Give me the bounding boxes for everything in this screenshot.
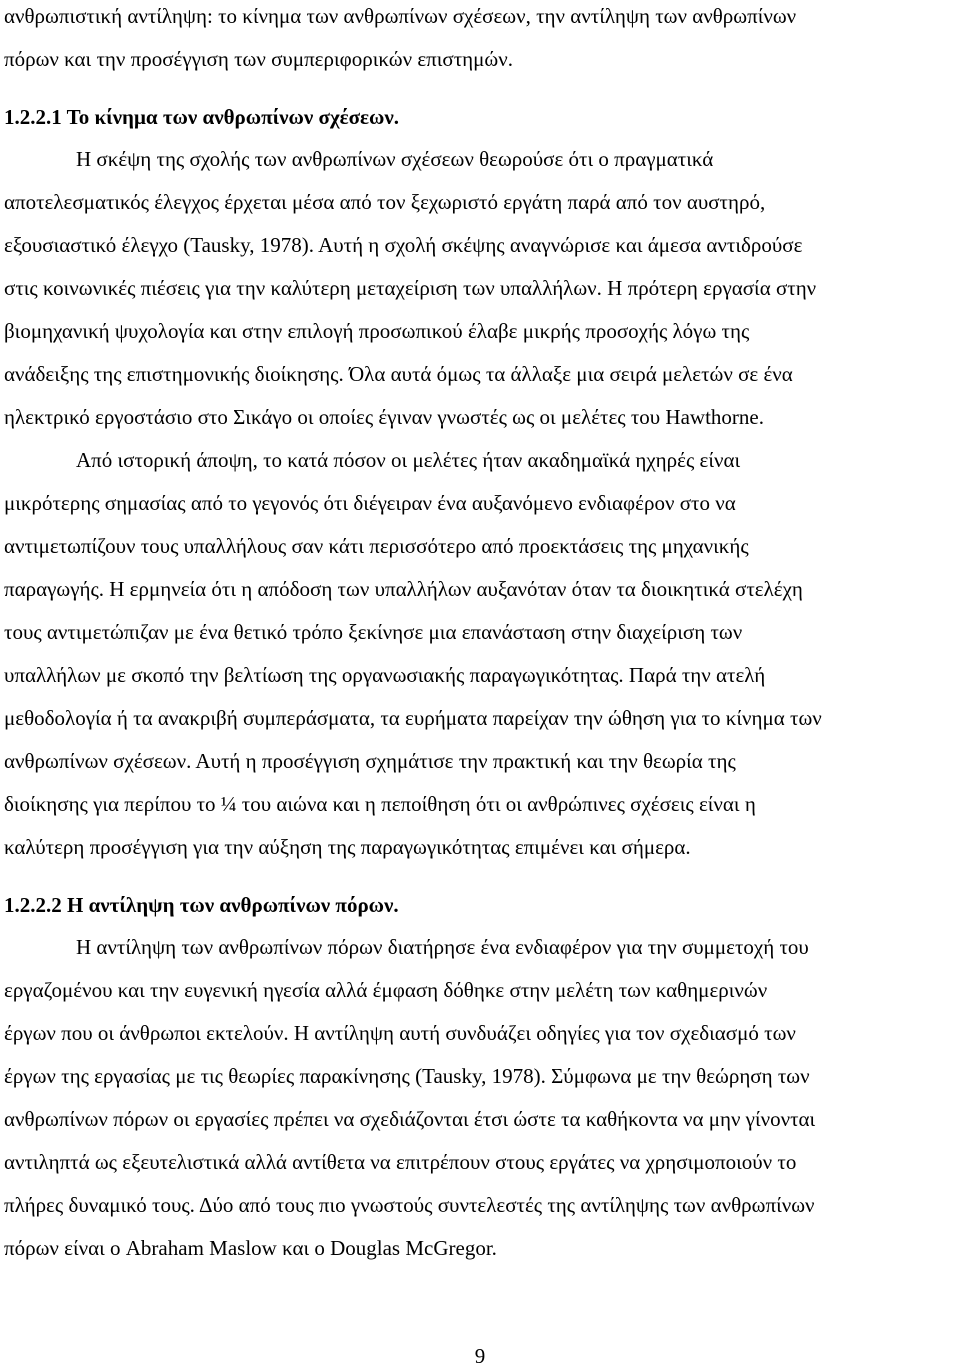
paragraph-line: ανάδειξης της επιστημονικής διοίκησης. Όλα αυτά όμως τα άλλαξε μια σειρά μελετών σε ένα: [4, 362, 793, 386]
paragraph-line: μικρότερης σημασίας από το γεγονός ότι διέγειραν ένα αυξανόμενο ενδιαφέρον στο να: [4, 491, 736, 515]
paragraph-line: ανθρωπίνων σχέσεων. Αυτή η προσέγγιση σχημάτισε την πρακτική και την θεωρία της: [4, 749, 736, 773]
paragraph-line: στις κοινωνικές πιέσεις για την καλύτερη μεταχείριση των υπαλλήλων. Η πρότερη εργασία στην: [4, 276, 817, 300]
paragraph-line: ηλεκτρικό εργοστάσιο στο Σικάγο οι οποίες έγιναν γνωστές ως οι μελέτες του Hawthorne.: [4, 405, 764, 429]
paragraph-line: βιομηχανική ψυχολογία και στην επιλογή προσωπικού έλαβε μικρής προσοχής λόγω της: [4, 319, 750, 343]
paragraph-line: έργων της εργασίας με τις θεωρίες παρακίνησης (Tausky, 1978). Σύμφωνα με την θεώρηση των: [4, 1064, 810, 1088]
paragraph-line: καλύτερη προσέγγιση για την αύξηση της παραγωγικότητας επιμένει και σήμερα.: [4, 835, 691, 859]
paragraph-line: παραγωγής. Η ερμηνεία ότι η απόδοση των υπαλλήλων αυξανόταν όταν τα διοικητικά στελέχη: [4, 577, 803, 601]
paragraph-line: αντιληπτά ως εξευτελιστικά αλλά αντίθετα να επιτρέπουν στους εργάτες να χρησιμοποιούν το: [4, 1150, 797, 1174]
paragraph-line: αντιμετωπίζουν τους υπαλλήλους σαν κάτι περισσότερο από προεκτάσεις της μηχανικής: [4, 534, 749, 558]
paragraph-line: εξουσιαστικό έλεγχο (Tausky, 1978). Αυτή η σχολή σκέψης αναγνώρισε και άμεσα αντιδρούσε: [4, 233, 803, 257]
paragraph-line: τους αντιμετώπιζαν με ένα θετικό τρόπο ξεκίνησε μια επανάσταση στην διαχείριση των: [4, 620, 743, 644]
paragraph-line: πόρων είναι ο Abraham Maslow και ο Douglas McGregor.: [4, 1236, 497, 1260]
paragraph-line: Η σκέψη της σχολής των ανθρωπίνων σχέσεων θεωρούσε ότι ο πραγματικά: [76, 147, 714, 171]
paragraph-line: μεθοδολογία ή τα ανακριβή συμπεράσματα, τα ευρήματα παρείχαν την ώθηση για το κίνημα των: [4, 706, 822, 730]
intro-line: ανθρωπιστική αντίληψη: το κίνημα των ανθρωπίνων σχέσεων, την αντίληψη των ανθρωπίνων: [4, 4, 797, 28]
paragraph-line: διοίκησης για περίπου το ¼ του αιώνα και η πεποίθηση ότι οι ανθρώπινες σχέσεις είναι η: [4, 792, 756, 816]
paragraph-line: Από ιστορική άποψη, το κατά πόσον οι μελέτες ήταν ακαδημαϊκά ηχηρές είναι: [76, 448, 741, 472]
paragraph-line: εργαζομένου και την ευγενική ηγεσία αλλά έμφαση δόθηκε στην μελέτη των καθημερινών: [4, 978, 768, 1002]
paragraph-line: έργων που οι άνθρωποι εκτελούν. Η αντίληψη αυτή συνδυάζει οδηγίες για τον σχεδιασμό των: [4, 1021, 796, 1045]
paragraph-line: υπαλλήλων με σκοπό την βελτίωση της οργανωσιακής παραγωγικότητας. Παρά την ατελή: [4, 663, 766, 687]
paragraph-line: ανθρωπίνων πόρων οι εργασίες πρέπει να σχεδιάζονται έτσι ώστε τα καθήκοντα να μην γίνονται: [4, 1107, 816, 1131]
paragraph-line: αποτελεσματικός έλεγχος έρχεται μέσα από τον ξεχωριστό εργάτη παρά από τον αυστηρό,: [4, 190, 766, 214]
section-heading-human-resources: 1.2.2.2 Η αντίληψη των ανθρωπίνων πόρων.: [4, 893, 399, 917]
section-heading-human-relations: 1.2.2.1 Το κίνημα των ανθρωπίνων σχέσεων.: [4, 105, 399, 129]
paragraph-line: πλήρες δυναμικό τους. Δύο από τους πιο γνωστούς συντελεστές της αντίληψης των ανθρωπίνων: [4, 1193, 815, 1217]
paragraph-line: Η αντίληψη των ανθρωπίνων πόρων διατήρησε ένα ενδιαφέρον για την συμμετοχή του: [76, 935, 809, 959]
page-number: 9: [474, 1344, 486, 1368]
intro-line: πόρων και την προσέγγιση των συμπεριφορικών επιστημών.: [4, 47, 513, 71]
